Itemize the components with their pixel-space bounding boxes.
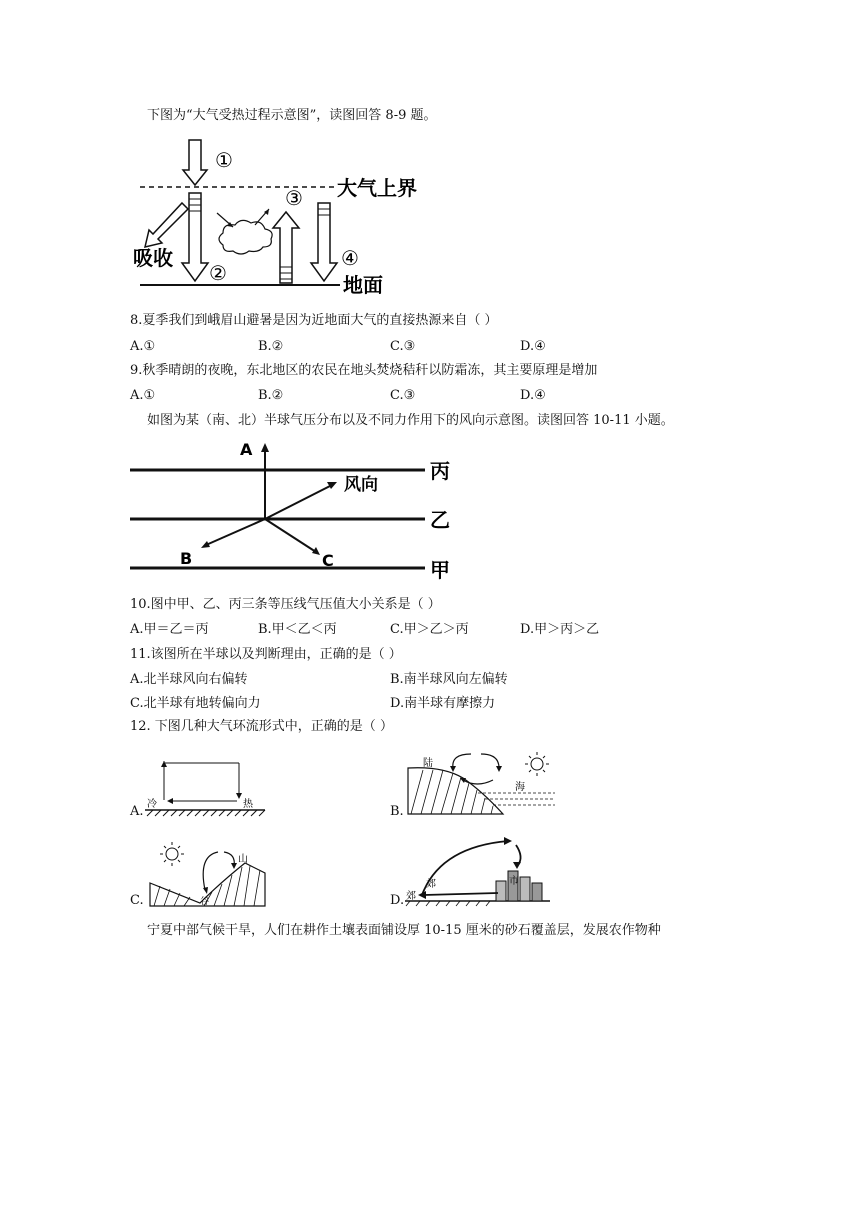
q10-option-b: B.甲＜乙＜丙 <box>258 622 337 637</box>
q12-option-c: C. <box>130 893 144 908</box>
fig-d-city: 市 <box>509 876 519 887</box>
fig-c-mountain-valley-breeze <box>150 838 275 908</box>
q10-option-a: A.甲＝乙＝丙 <box>130 622 209 637</box>
fig-a-thermal-circulation <box>143 755 268 820</box>
q8-option-b: B.② <box>258 339 284 354</box>
q12-option-a: A. <box>130 804 144 819</box>
label-c: C <box>322 551 334 570</box>
fig-b-land: 陆 <box>423 758 433 769</box>
fig-b-sea: 海 <box>515 782 525 793</box>
fig-a-hot: 热 <box>243 799 253 810</box>
marker-2: ② <box>209 261 227 285</box>
intro-ningxia: 宁夏中部气候干旱，人们在耕作土壤表面铺设厚 10-15 厘米的砂石覆盖层，发展农作物种 <box>147 923 661 938</box>
marker-3: ③ <box>285 186 303 210</box>
label-jia: 甲 <box>430 558 450 582</box>
q11-option-c: C.北半球有地转偏向力 <box>130 696 261 711</box>
label-wind: 风向 <box>344 475 378 495</box>
fig-c-mountain: 山 <box>238 854 248 865</box>
fig-b-land-sea-breeze <box>403 748 563 820</box>
fig-d-suburb-left: 郊 <box>406 891 416 902</box>
marker-4: ④ <box>341 246 359 270</box>
label-a: A <box>240 440 253 459</box>
fig-c-valley: 谷 <box>200 897 210 907</box>
q9-option-c: C.③ <box>390 388 416 403</box>
q12-option-b: B. <box>390 804 404 819</box>
marker-1: ① <box>215 148 233 172</box>
q8-option-d: D.④ <box>520 339 546 354</box>
atmosphere-heating-diagram <box>125 135 425 300</box>
q12-stem: 12. 下图几种大气环流形式中，正确的是（ ） <box>130 719 393 734</box>
label-yi: 乙 <box>430 508 450 532</box>
intro-wind: 如图为某（南、北）半球气压分布以及不同力作用下的风向示意图。读图回答 10-11 小题。 <box>147 413 674 428</box>
intro-heating: 下图为“大气受热过程示意图”，读图回答 8-9 题。 <box>147 108 437 123</box>
q12-option-d: D. <box>390 893 405 908</box>
q9-option-b: B.② <box>258 388 284 403</box>
fig-a-cold: 冷 <box>147 799 157 810</box>
q11-option-a: A.北半球风向右偏转 <box>130 672 248 687</box>
q11-option-b: B.南半球风向左偏转 <box>390 672 508 687</box>
label-top-boundary: 大气上界 <box>337 176 417 200</box>
q9-option-d: D.④ <box>520 388 546 403</box>
q9-stem: 9.秋季晴朗的夜晚，东北地区的农民在地头焚烧秸秆以防霜冻，其主要原理是增加 <box>130 363 598 378</box>
label-ground: 地面 <box>343 273 383 297</box>
wind-direction-diagram <box>130 438 460 588</box>
label-absorb: 吸收 <box>133 246 173 270</box>
fig-d-urban-heat-island <box>400 835 560 907</box>
q8-option-c: C.③ <box>390 339 416 354</box>
q10-option-d: D.甲＞丙＞乙 <box>520 622 600 637</box>
label-bing: 丙 <box>430 459 450 483</box>
q8-option-a: A.① <box>130 339 156 354</box>
q8-stem: 8.夏季我们到峨眉山避暑是因为近地面大气的直接热源来自（ ） <box>130 313 498 328</box>
q10-option-c: C.甲＞乙＞丙 <box>390 622 469 637</box>
q10-stem: 10.图中甲、乙、丙三条等压线气压值大小关系是（ ） <box>130 597 441 612</box>
q9-option-a: A.① <box>130 388 156 403</box>
fig-d-suburb: 郊 <box>426 879 436 890</box>
q11-option-d: D.南半球有摩擦力 <box>390 696 496 711</box>
q11-stem: 11.该图所在半球以及判断理由，正确的是（ ） <box>130 647 402 662</box>
label-b: B <box>180 549 193 568</box>
